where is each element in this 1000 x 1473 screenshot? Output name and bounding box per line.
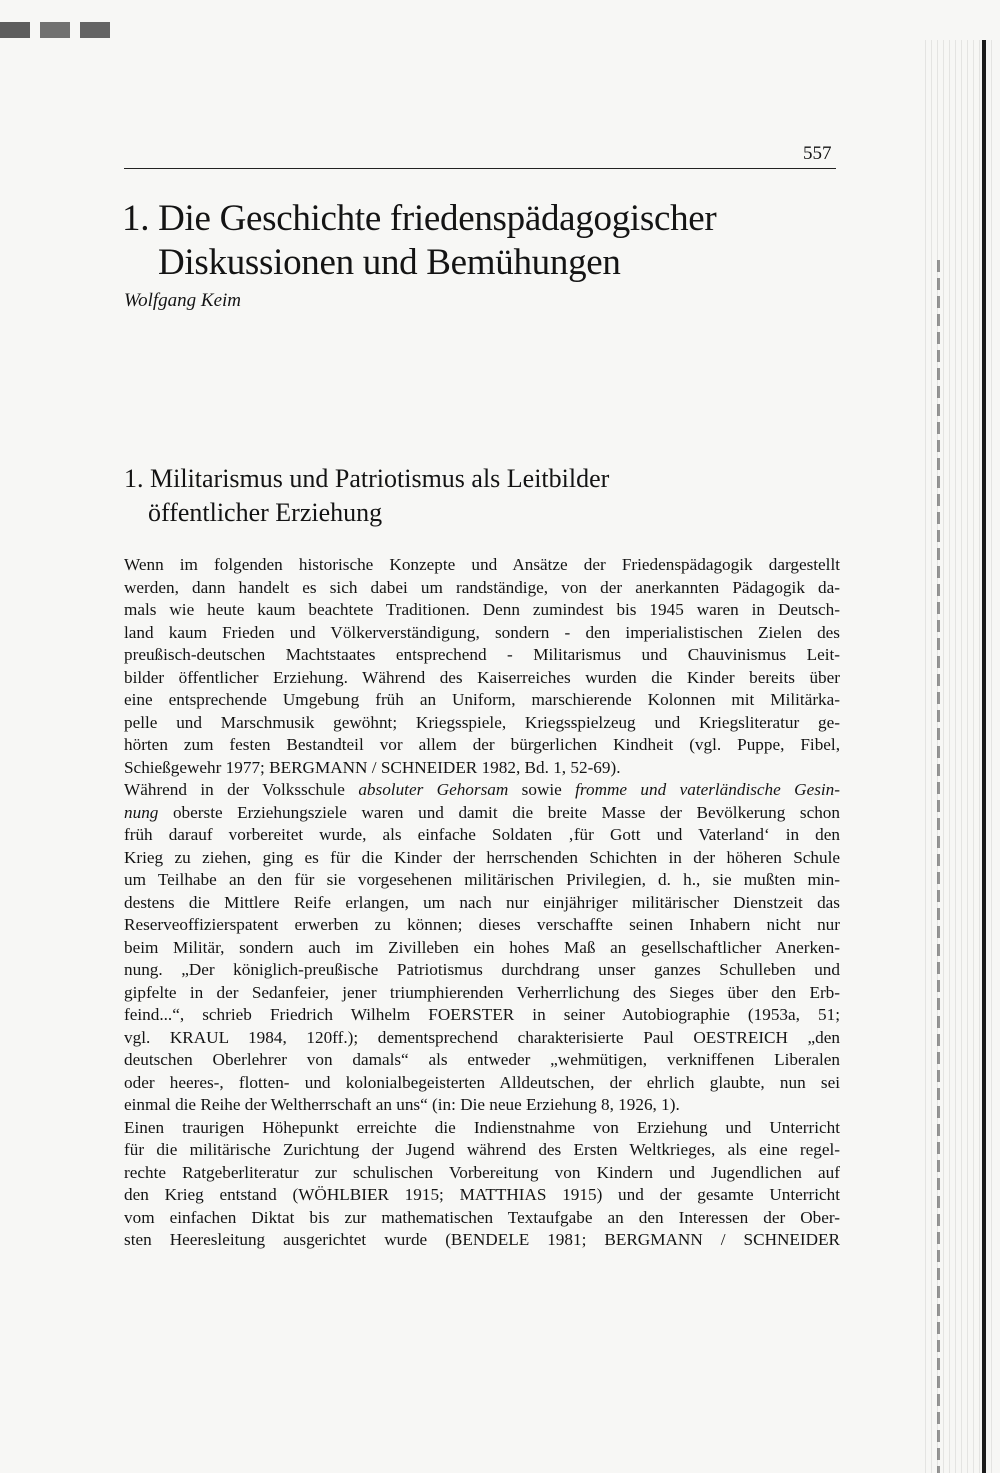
- body-text: [124, 554, 840, 1252]
- paragraph-2: [124, 779, 840, 1117]
- text-line: um Teilhabe an den für sie vorgesehenen militärischen Privilegien, d. h., sie mußten min-: [124, 870, 840, 889]
- scan-artifact-top: [0, 22, 1000, 38]
- text-line: den Krieg entstand (WÖHLBIER 1915; MATTHIAS 1915) und der gesamte Unterricht: [124, 1185, 840, 1204]
- text-run: sowie: [508, 780, 576, 799]
- chapter-title-line1: 1. Die Geschichte friedenspädagogischer: [122, 198, 717, 239]
- text-run: oberste Erziehungsziele waren und damit die breite Masse der Bevölkerung schon: [158, 802, 840, 822]
- text-line: vgl. KRAUL 1984, 120ff.); dementsprechend charakterisierte Paul OESTREICH „den: [124, 1027, 840, 1047]
- text-line: hörten zum festen Bestandteil vor allem der bürgerlichen Kindheit (vgl. Puppe, Fibel,: [124, 735, 840, 754]
- text-line: [124, 779, 840, 802]
- text-line: deutschen Oberlehrer von damals“ als entweder „wehmütigen, verkniffenen Liberalen: [124, 1050, 840, 1069]
- section-title-line2: öffentlicher Erziehung: [148, 498, 383, 527]
- text-line: destens die Mittlere Reife erlangen, um nach nur einjähriger militärischer Dienstzeit das: [124, 892, 840, 912]
- paragraph-1: [124, 554, 840, 779]
- paragraph-3: [124, 1117, 840, 1252]
- author-name: Wolfgang Keim: [124, 290, 241, 311]
- text-line: vom einfachen Diktat bis zur mathematischen Textaufgabe an den Interessen der Ober-: [124, 1207, 840, 1227]
- page-number: 557: [803, 143, 832, 164]
- text-line: nung. „Der königlich-preußische Patriotismus durchdrang unser ganzes Schulleben und: [124, 960, 840, 979]
- text-line: werden, dann handelt es sich dabei um randständige, von der anerkannten Pädagogik da-: [124, 577, 840, 597]
- text-line: Krieg zu ziehen, ging es für die Kinder der herrschenden Schichten in der höheren Schule: [124, 847, 840, 867]
- text-line: gipfelte in der Sedanfeier, jener triumphierenden Verherrlichung des Sieges über den Erb-: [124, 982, 840, 1002]
- emphasis-text: absoluter Gehorsam: [358, 780, 509, 799]
- scan-artifact-binding: [937, 260, 940, 1473]
- section-title-line1: 1. Militarismus und Patriotismus als Leitbilder: [124, 464, 610, 493]
- header-rule: [124, 168, 836, 169]
- text-line: früh darauf vorbereitet wurde, als einfache Soldaten ‚für Gott und Vaterland‘ in den: [124, 825, 840, 844]
- text-line: pelle und Marschmusik gewöhnt; Kriegsspiele, Kriegsspielzeug und Kriegsliteratur ge-: [124, 712, 840, 732]
- text-line: sten Heeresleitung ausgerichtet wurde (BENDELE 1981; BERGMANN / SCHNEIDER: [124, 1230, 840, 1249]
- emphasis-text: nung: [124, 802, 159, 822]
- text-line: Reserveoffizierspatent erwerben zu können; dieses verschaffte seinen Inhabern nicht nur: [124, 915, 840, 934]
- text-line: für die militärische Zurichtung der Jugend während des Ersten Weltkrieges, als eine regel-: [124, 1140, 840, 1159]
- text-line: eine entsprechende Umgebung früh an Uniform, marschierende Kolonnen mit Militärka-: [124, 690, 840, 709]
- text-line: beim Militär, sondern auch im Zivilleben ein hohes Maß an gesellschaftlicher Anerken-: [124, 937, 840, 957]
- text-line: rechte Ratgeberliteratur zur schulischen Vorbereitung von Kindern und Jugendlichen auf: [124, 1162, 840, 1182]
- text-line: preußisch-deutschen Machtstaates entsprechend - Militarismus und Chauvinismus Leit-: [124, 645, 840, 664]
- emphasis-text: fromme und vaterländische Gesin-: [575, 780, 840, 799]
- text-line: feind...“, schrieb Friedrich Wilhelm FOERSTER in seiner Autobiographie (1953a, 51;: [124, 1005, 840, 1024]
- text-line: Wenn im folgenden historische Konzepte und Ansätze der Friedenspädagogik dargestellt: [124, 555, 840, 574]
- text-line: Schießgewehr 1977; BERGMANN / SCHNEIDER 1982, Bd. 1, 52-69).: [124, 757, 621, 777]
- text-line: Einen traurigen Höhepunkt erreichte die Indienstnahme von Erziehung und Unterricht: [124, 1117, 840, 1137]
- section-title: [124, 462, 844, 530]
- chapter-title: [122, 197, 842, 285]
- text-line: mals wie heute kaum beachtete Traditionen. Denn zumindest bis 1945 waren in Deutsch-: [124, 600, 840, 619]
- text-line: land kaum Frieden und Völkerverständigung, sondern - den imperialistischen Zielen des: [124, 622, 840, 642]
- text-line: bilder öffentlicher Erziehung. Während des Kaiserreiches wurden die Kinder bereits über: [124, 667, 840, 687]
- chapter-title-line2: Diskussionen und Bemühungen: [158, 242, 621, 283]
- text-run: Während in der Volksschule: [124, 780, 359, 799]
- text-line: einmal die Reihe der Weltherrschaft an uns“ (in: Die neue Erziehung 8, 1926, 1).: [124, 1095, 680, 1114]
- text-line: oder heeres-, flotten- und kolonialbegeisterten Alldeutschen, der ehrlich glaubte, nun sei: [124, 1072, 840, 1092]
- text-line: [124, 802, 840, 825]
- scan-artifact-edge: [982, 40, 986, 1473]
